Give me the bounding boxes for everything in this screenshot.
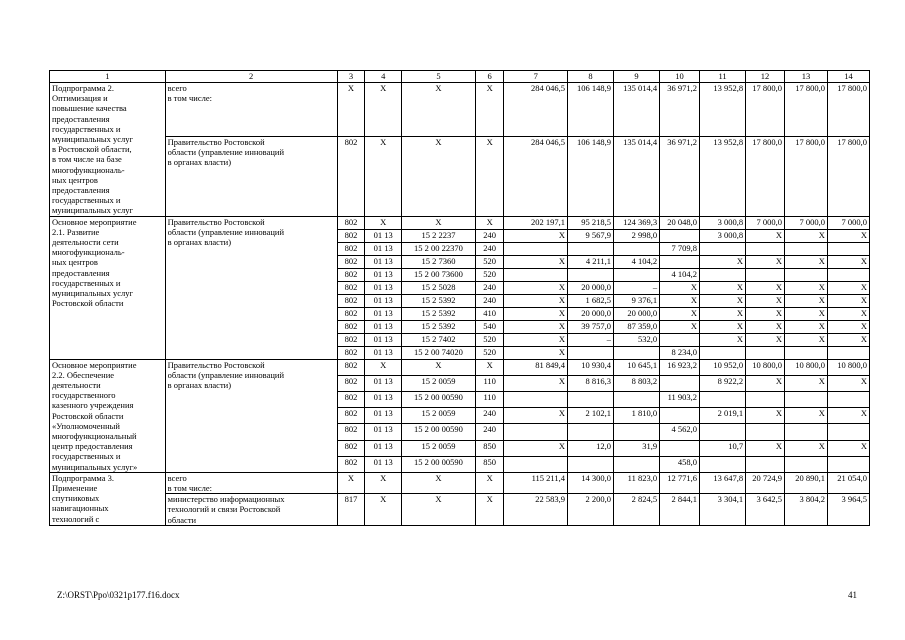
cell-vr: 850 (475, 440, 504, 456)
cell-value-14 (827, 346, 869, 359)
cell-rzpr: 01 13 (365, 320, 402, 333)
cell-vr: 520 (475, 346, 504, 359)
cell-vr: 540 (475, 320, 504, 333)
cell-value-13: X (784, 333, 827, 346)
cell-value-14: X (827, 229, 869, 242)
cell-vr: 110 (475, 375, 504, 391)
cell-value-9: 8 803,2 (614, 375, 660, 391)
cell-value-9 (614, 242, 660, 255)
cell-csr: X (402, 359, 476, 375)
table-row (50, 359, 870, 375)
column-header-14: 14 (827, 71, 869, 83)
cell-value-14: 10 800,0 (827, 359, 869, 375)
cell-grbs: 802 (337, 242, 365, 255)
cell-rzpr: 01 13 (365, 242, 402, 255)
cell-value-13: 7 000,0 (784, 216, 827, 229)
cell-value-10: X (660, 294, 700, 307)
cell-grbs: 802 (337, 307, 365, 320)
cell-value-8: 12,0 (567, 440, 613, 456)
cell-value-13: X (784, 229, 827, 242)
cell-value-12 (746, 456, 785, 472)
cell-value-9: 532,0 (614, 333, 660, 346)
table-row (50, 136, 870, 216)
cell-value-9: 20 000,0 (614, 307, 660, 320)
cell-value-11: X (700, 281, 746, 294)
cell-value-8: 8 816,3 (567, 375, 613, 391)
cell-value-11: X (700, 307, 746, 320)
cell-csr: X (402, 83, 476, 137)
cell-value-8: 20 000,0 (567, 281, 613, 294)
cell-value-11: 8 922,2 (700, 375, 746, 391)
cell-grbs: 802 (337, 440, 365, 456)
cell-grbs: 802 (337, 408, 365, 424)
cell-value-11 (700, 346, 746, 359)
cell-value-11: 13 647,8 (700, 472, 746, 493)
cell-value-13 (784, 456, 827, 472)
cell-value-11 (700, 242, 746, 255)
cell-value-8: 95 218,5 (567, 216, 613, 229)
column-header-8: 8 (567, 71, 613, 83)
cell-vr: 240 (475, 294, 504, 307)
cell-value-9 (614, 424, 660, 440)
cell-value-11 (700, 391, 746, 407)
cell-value-14: 17 800,0 (827, 83, 869, 137)
cell-value-14: 17 800,0 (827, 136, 869, 216)
column-header-9: 9 (614, 71, 660, 83)
cell-value-11: 2 019,1 (700, 408, 746, 424)
executor-cell: министерство информационных технологий и связи Ростовской области (165, 494, 337, 526)
cell-rzpr: 01 13 (365, 255, 402, 268)
cell-value-14: X (827, 408, 869, 424)
cell-value-7: 202 197,1 (504, 216, 567, 229)
cell-csr: 15 2 0059 (402, 375, 476, 391)
column-header-10: 10 (660, 71, 700, 83)
cell-value-12: X (746, 440, 785, 456)
cell-value-12: X (746, 294, 785, 307)
cell-value-14: 3 964,5 (827, 494, 869, 526)
cell-value-9: 11 823,0 (614, 472, 660, 493)
cell-value-10 (660, 408, 700, 424)
cell-value-9 (614, 268, 660, 281)
cell-value-14: X (827, 255, 869, 268)
cell-grbs: 802 (337, 136, 365, 216)
cell-rzpr: X (365, 83, 402, 137)
cell-rzpr: X (365, 216, 402, 229)
cell-csr: 15 2 00 00590 (402, 424, 476, 440)
column-header-6: 6 (475, 71, 504, 83)
cell-value-12: X (746, 307, 785, 320)
cell-csr: 15 2 0059 (402, 408, 476, 424)
cell-value-10: 2 844,1 (660, 494, 700, 526)
cell-grbs: 802 (337, 359, 365, 375)
header-row (50, 71, 870, 83)
cell-value-10 (660, 255, 700, 268)
cell-value-8: 106 148,9 (567, 83, 613, 137)
cell-value-8: 1 682,5 (567, 294, 613, 307)
cell-value-11: 3 304,1 (700, 494, 746, 526)
cell-vr: X (475, 359, 504, 375)
cell-value-13: 17 800,0 (784, 136, 827, 216)
cell-vr: 520 (475, 268, 504, 281)
cell-value-14: 21 054,0 (827, 472, 869, 493)
cell-value-8: 2 102,1 (567, 408, 613, 424)
cell-value-9: 135 014,4 (614, 136, 660, 216)
cell-value-8: 20 000,0 (567, 307, 613, 320)
cell-value-10: 8 234,0 (660, 346, 700, 359)
cell-value-8 (567, 346, 613, 359)
cell-value-7: X (504, 440, 567, 456)
cell-value-11: 3 000,8 (700, 229, 746, 242)
cell-value-9: 124 369,3 (614, 216, 660, 229)
cell-grbs: 802 (337, 333, 365, 346)
cell-grbs: 802 (337, 294, 365, 307)
cell-vr: 240 (475, 424, 504, 440)
column-header-4: 4 (365, 71, 402, 83)
executor-cell: Правительство Ростовской области (управление инноваций в органах власти) (165, 359, 337, 472)
cell-value-12: X (746, 333, 785, 346)
cell-value-14 (827, 456, 869, 472)
cell-rzpr: 01 13 (365, 346, 402, 359)
cell-value-11: 10 952,0 (700, 359, 746, 375)
cell-value-10: 20 048,0 (660, 216, 700, 229)
cell-value-11: X (700, 320, 746, 333)
cell-rzpr: 01 13 (365, 268, 402, 281)
cell-value-7: 22 583,9 (504, 494, 567, 526)
cell-grbs: 802 (337, 268, 365, 281)
cell-value-8: 4 211,1 (567, 255, 613, 268)
table-row (50, 216, 870, 229)
cell-value-10 (660, 440, 700, 456)
cell-rzpr: 01 13 (365, 391, 402, 407)
cell-rzpr: 01 13 (365, 294, 402, 307)
cell-value-8: 10 930,4 (567, 359, 613, 375)
cell-value-14: X (827, 307, 869, 320)
cell-grbs: 802 (337, 456, 365, 472)
cell-vr: 850 (475, 456, 504, 472)
cell-value-9: 1 810,0 (614, 408, 660, 424)
cell-value-10: 11 903,2 (660, 391, 700, 407)
cell-rzpr: 01 13 (365, 375, 402, 391)
cell-value-10: X (660, 281, 700, 294)
cell-value-11 (700, 424, 746, 440)
footer-file-path: Z:\ORST\Ppo\0321p177.f16.docx (57, 590, 180, 600)
cell-rzpr: X (365, 472, 402, 493)
column-header-7: 7 (504, 71, 567, 83)
cell-grbs: 802 (337, 229, 365, 242)
cell-value-12: X (746, 281, 785, 294)
cell-value-9 (614, 456, 660, 472)
cell-value-9: 2 824,5 (614, 494, 660, 526)
cell-csr: 15 2 00 74020 (402, 346, 476, 359)
cell-value-13 (784, 424, 827, 440)
cell-csr: 15 2 0059 (402, 440, 476, 456)
column-header-11: 11 (700, 71, 746, 83)
cell-value-9: 31,9 (614, 440, 660, 456)
cell-vr: X (475, 83, 504, 137)
program-name-cell: Подпрограмма 3. Применение спутниковых навигационных технологий с (50, 472, 166, 525)
cell-value-10: 458,0 (660, 456, 700, 472)
cell-vr: 240 (475, 229, 504, 242)
table-row (50, 494, 870, 526)
cell-value-13: X (784, 320, 827, 333)
table-body (50, 83, 870, 526)
cell-grbs: 802 (337, 255, 365, 268)
cell-value-12: 17 800,0 (746, 83, 785, 137)
cell-vr: 240 (475, 242, 504, 255)
cell-value-9: – (614, 281, 660, 294)
cell-csr: 15 2 2237 (402, 229, 476, 242)
cell-value-9: 10 645,1 (614, 359, 660, 375)
cell-value-7 (504, 242, 567, 255)
cell-value-13 (784, 391, 827, 407)
cell-rzpr: 01 13 (365, 456, 402, 472)
column-header-5: 5 (402, 71, 476, 83)
cell-value-13: 3 804,2 (784, 494, 827, 526)
cell-vr: X (475, 472, 504, 493)
cell-value-12: X (746, 375, 785, 391)
cell-csr: 15 2 00 73600 (402, 268, 476, 281)
cell-csr: 15 2 5028 (402, 281, 476, 294)
column-header-13: 13 (784, 71, 827, 83)
cell-value-13: X (784, 294, 827, 307)
page-number: 41 (848, 590, 857, 600)
cell-value-7: X (504, 346, 567, 359)
cell-csr: 15 2 5392 (402, 294, 476, 307)
column-header-2: 2 (165, 71, 337, 83)
cell-value-7: X (504, 333, 567, 346)
executor-cell: Правительство Ростовской области (управление инноваций в органах власти) (165, 216, 337, 359)
cell-value-8: 39 757,0 (567, 320, 613, 333)
cell-value-12: 7 000,0 (746, 216, 785, 229)
cell-csr: 15 2 7402 (402, 333, 476, 346)
cell-rzpr: 01 13 (365, 424, 402, 440)
cell-grbs: 802 (337, 346, 365, 359)
cell-value-11: X (700, 255, 746, 268)
cell-value-12: X (746, 255, 785, 268)
cell-grbs: X (337, 472, 365, 493)
cell-csr: 15 2 5392 (402, 307, 476, 320)
program-name-cell: Подпрограмма 2. Оптимизация и повышение качества предоставления государственных и муниципальных услуг в Ростовской области, в том числе на базе многофункциональ- ных центров предоставления государственных и муниципальных услуг (50, 83, 166, 217)
cell-value-13: X (784, 375, 827, 391)
cell-value-8: 106 148,9 (567, 136, 613, 216)
cell-rzpr: 01 13 (365, 281, 402, 294)
cell-value-12: X (746, 229, 785, 242)
cell-value-13: X (784, 281, 827, 294)
cell-value-12 (746, 346, 785, 359)
cell-value-10: X (660, 320, 700, 333)
cell-value-11: X (700, 333, 746, 346)
cell-value-8 (567, 242, 613, 255)
cell-value-12 (746, 424, 785, 440)
cell-csr: 15 2 00 00590 (402, 456, 476, 472)
cell-value-8 (567, 456, 613, 472)
cell-value-7: 284 046,5 (504, 83, 567, 137)
cell-vr: 520 (475, 255, 504, 268)
cell-value-11: 10,7 (700, 440, 746, 456)
cell-value-7 (504, 424, 567, 440)
cell-csr: 15 2 5392 (402, 320, 476, 333)
cell-value-10: 4 104,2 (660, 268, 700, 281)
cell-value-7: X (504, 229, 567, 242)
cell-value-11 (700, 456, 746, 472)
cell-value-7: X (504, 255, 567, 268)
cell-value-10 (660, 333, 700, 346)
cell-value-7: X (504, 281, 567, 294)
cell-value-8 (567, 268, 613, 281)
budget-table (49, 70, 870, 526)
cell-vr: 410 (475, 307, 504, 320)
cell-value-10: 16 923,2 (660, 359, 700, 375)
cell-value-12: 20 724,9 (746, 472, 785, 493)
cell-rzpr: 01 13 (365, 229, 402, 242)
cell-value-12 (746, 242, 785, 255)
cell-value-13: 10 800,0 (784, 359, 827, 375)
cell-value-10: 36 971,2 (660, 136, 700, 216)
cell-value-12: 17 800,0 (746, 136, 785, 216)
cell-value-9: 9 376,1 (614, 294, 660, 307)
cell-grbs: 802 (337, 375, 365, 391)
cell-vr: 520 (475, 333, 504, 346)
table-row (50, 83, 870, 137)
cell-value-10 (660, 229, 700, 242)
cell-rzpr: X (365, 494, 402, 526)
cell-value-11: 3 000,8 (700, 216, 746, 229)
cell-value-11: 13 952,8 (700, 83, 746, 137)
cell-value-8 (567, 391, 613, 407)
cell-value-7: 115 211,4 (504, 472, 567, 493)
cell-value-7 (504, 456, 567, 472)
cell-value-14: X (827, 333, 869, 346)
cell-value-7: X (504, 307, 567, 320)
executor-cell: всего в том числе: (165, 83, 337, 137)
cell-vr: X (475, 136, 504, 216)
cell-rzpr: 01 13 (365, 333, 402, 346)
cell-value-9: 87 359,0 (614, 320, 660, 333)
cell-value-11: 13 952,8 (700, 136, 746, 216)
cell-value-13: X (784, 408, 827, 424)
cell-value-13: 17 800,0 (784, 83, 827, 137)
cell-value-7 (504, 391, 567, 407)
cell-value-12 (746, 268, 785, 281)
cell-rzpr: X (365, 359, 402, 375)
cell-rzpr: 01 13 (365, 440, 402, 456)
cell-value-7: X (504, 294, 567, 307)
cell-value-13: 20 890,1 (784, 472, 827, 493)
cell-value-7: 81 849,4 (504, 359, 567, 375)
cell-value-14 (827, 268, 869, 281)
cell-value-7: X (504, 408, 567, 424)
cell-value-13 (784, 346, 827, 359)
column-header-1: 1 (50, 71, 166, 83)
cell-value-9: 2 998,0 (614, 229, 660, 242)
cell-value-8: 14 300,0 (567, 472, 613, 493)
cell-value-13: X (784, 255, 827, 268)
cell-value-7 (504, 268, 567, 281)
cell-value-8: – (567, 333, 613, 346)
cell-value-10: 7 709,8 (660, 242, 700, 255)
cell-value-13: X (784, 440, 827, 456)
cell-value-10 (660, 375, 700, 391)
cell-grbs: X (337, 83, 365, 137)
cell-value-9: 135 014,4 (614, 83, 660, 137)
cell-value-12: X (746, 320, 785, 333)
executor-cell: Правительство Ростовской области (управление инноваций в органах власти) (165, 136, 337, 216)
cell-value-10: X (660, 307, 700, 320)
program-name-cell: Основное мероприятие 2.1. Развитие деятельности сети многофункциональ- ных центров предоставления государственных и муниципальных услуг Ростовской области (50, 216, 166, 359)
executor-cell: всего в том числе: (165, 472, 337, 493)
cell-value-14: X (827, 294, 869, 307)
cell-rzpr: X (365, 136, 402, 216)
cell-value-8: 9 567,9 (567, 229, 613, 242)
cell-value-13 (784, 268, 827, 281)
cell-grbs: 802 (337, 424, 365, 440)
cell-value-12: X (746, 408, 785, 424)
cell-grbs: 802 (337, 281, 365, 294)
cell-value-10: 12 771,6 (660, 472, 700, 493)
cell-csr: X (402, 216, 476, 229)
cell-value-14: X (827, 375, 869, 391)
cell-vr: X (475, 494, 504, 526)
column-header-3: 3 (337, 71, 365, 83)
cell-csr: X (402, 472, 476, 493)
cell-value-13 (784, 242, 827, 255)
cell-grbs: 802 (337, 320, 365, 333)
cell-value-11: X (700, 294, 746, 307)
cell-value-14 (827, 424, 869, 440)
table-row (50, 472, 870, 493)
cell-value-9 (614, 346, 660, 359)
cell-value-14: X (827, 281, 869, 294)
cell-value-13: X (784, 307, 827, 320)
cell-value-12: 3 642,5 (746, 494, 785, 526)
cell-grbs: 817 (337, 494, 365, 526)
cell-value-14 (827, 391, 869, 407)
cell-vr: 240 (475, 281, 504, 294)
cell-value-7: X (504, 320, 567, 333)
cell-value-10: 36 971,2 (660, 83, 700, 137)
cell-value-7: X (504, 375, 567, 391)
cell-rzpr: 01 13 (365, 408, 402, 424)
cell-value-12: 10 800,0 (746, 359, 785, 375)
cell-csr: X (402, 136, 476, 216)
cell-value-11 (700, 268, 746, 281)
cell-value-9: 4 104,2 (614, 255, 660, 268)
cell-rzpr: 01 13 (365, 307, 402, 320)
program-name-cell: Основное мероприятие 2.2. Обеспечение деятельности государственного казенного учреждения Ростовской области «Уполномоченный многофункциональный центр предоставления государственных и муниципальных услуг» (50, 359, 166, 472)
cell-value-14: X (827, 320, 869, 333)
cell-grbs: 802 (337, 391, 365, 407)
cell-grbs: 802 (337, 216, 365, 229)
cell-csr: 15 2 00 00590 (402, 391, 476, 407)
cell-value-14 (827, 242, 869, 255)
cell-value-14: X (827, 440, 869, 456)
cell-value-8: 2 200,0 (567, 494, 613, 526)
cell-value-12 (746, 391, 785, 407)
cell-csr: 15 2 7360 (402, 255, 476, 268)
cell-value-10: 4 562,0 (660, 424, 700, 440)
cell-csr: X (402, 494, 476, 526)
column-header-12: 12 (746, 71, 785, 83)
cell-vr: 240 (475, 408, 504, 424)
cell-value-14: 7 000,0 (827, 216, 869, 229)
cell-csr: 15 2 00 22370 (402, 242, 476, 255)
cell-value-7: 284 046,5 (504, 136, 567, 216)
cell-vr: X (475, 216, 504, 229)
cell-value-8 (567, 424, 613, 440)
cell-vr: 110 (475, 391, 504, 407)
cell-value-9 (614, 391, 660, 407)
